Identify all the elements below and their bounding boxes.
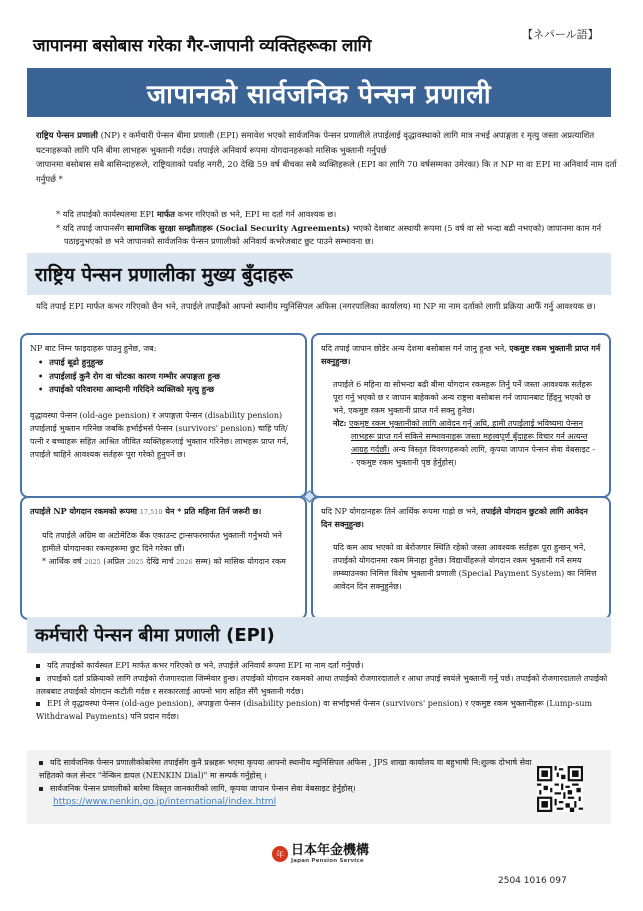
lumpsum-lead-bold: एकमुष्ट रकम भुक्तानी प्राप्त गर्न सक्नुहुन्छ। [321, 343, 601, 366]
intro-p1-text: (NP) र कर्मचारी पेन्सन बीमा प्रणाली (EPI) समावेश भएको सार्वजनिक पेन्सन प्रणालीले तपाईलाई वृद्धावस्थाको लागि मात्र नभई अपाङ्गता र मृत्यु जस्ता अप्रत्याशित घटनाहरूको लागि पनि बीमा लाभहरू भुक्तानी गर्दछ। तपाईले अनिवार्य रूपमा योगदानहरूको मासिक भुक्तानी गर्नुपर्छ [36, 130, 595, 155]
benefits-body: वृद्धावस्था पेन्सन (old-age pension) र अपाङ्गता पेन्सन (disability pension) तपाईलाई भुक्तान गरिनेछ जबकि हर्भाईभर्स पेन्सन (survivors' pension) चाहि पति/पत्नी र बच्चाहरू सहित आश्रित जीवित व्यक्तिहरूलाई भुक्तान गरिनेछ। लाभहरू प्राप्त गर्न, तपाईले चाहिने आवश्यक सर्तहरू पूरा गरेको हुनुपर्ने छ। [30, 410, 289, 459]
contribution-body: यदि तपाईले अग्रिम वा अटोमेटिक बैंक एकाउन्ट ट्रान्सफरमार्फत भुक्तानी गर्नुभयो भने हामीले योगदानका रकमहरूमा छुट दिने गरेका छौं। [42, 531, 282, 553]
contribution-amount: 17,510 [139, 508, 163, 516]
contribution-lead-text: येन * प्रति महिना तिर्न जरूरी छ। [162, 506, 262, 516]
exemption-details [321, 541, 601, 593]
epi-item-text: EPI ले वृद्धावस्था पेन्सन (old-age pension), अपाङ्गता पेन्सन (disability pension) वा सर्भाइभर्स पेन्सन (survivors' pension) र एकमुष्ट रकम भुक्तानीहरू (Lump-sum Withdrawal Payments) पनि प्रदान गर्दछ। [36, 699, 593, 722]
epi-list [36, 660, 616, 724]
contact-text [39, 756, 539, 809]
bullet-icon [36, 664, 40, 668]
benefit-item: • तपाई बूढो हुनुहुन्छ [38, 356, 297, 370]
from-year: 2025 [127, 558, 144, 566]
np-section-header [27, 253, 611, 295]
exemption-body: यदि कम आय भएको वा बेरोजगार स्थिति रहेको जस्ता आवश्यक सर्तहरू पूरा हुन्छन् भने, तपाईको योगदानमा रकम मिनाहा हुनेछ। विद्यार्थीहरूले योगदान रकम भुक्तानी गर्ने समय लम्ब्याउनका निमित्त विशेष भुक्तानी प्रणाली (Special Payment System) का निमित्त आवेदन दिन सक्नुहुनेछ। [333, 543, 597, 591]
lumpsum-lead [321, 342, 601, 368]
language-tag: 【ネパール語】 [522, 28, 599, 41]
epi-item [36, 673, 616, 699]
exemption-box [311, 496, 611, 620]
bullet-icon [36, 677, 40, 681]
note-text: * यदि तपाई जापानसँग [56, 223, 127, 233]
lumpsum-box [311, 333, 611, 498]
exemption-lead-text: यदि NP योगदानहरू तिर्न आर्थिक रूपमा गाह्रो छ भने, [321, 507, 481, 516]
footnote-text: (अप्रिल [100, 557, 128, 566]
bullet-icon [39, 787, 43, 791]
footnote-text: देखि मार्च [143, 557, 177, 566]
intro-np-term: राष्ट्रिय पेन्सन प्रणाली [36, 130, 98, 140]
contribution-lead-text: तपाईले NP योगदान रकमको रूपमा [30, 506, 140, 516]
footnote-text: सम्म) को मासिक योगदान रकम [192, 557, 286, 566]
lumpsum-note [333, 417, 597, 469]
exemption-lead-bold: तपाईले योगदान छुटको लागि आवेदन दिन सक्नुहुन्छ। [321, 506, 588, 529]
note-bold: सामाजिक सुरक्षा सम्झौताहरू (Social Security Agreements) [126, 223, 351, 233]
np-section-heading: राष्ट्रिय पेन्सन प्रणालीका मुख्य बुँदाहरू [35, 264, 293, 286]
intro-paragraph-1 [36, 128, 618, 157]
bullet-icon [39, 761, 43, 765]
epi-section-heading: कर्मचारी पेन्सन बीमा प्रणाली (EPI) [35, 625, 275, 646]
bullet-icon [36, 702, 40, 706]
exemption-lead [321, 505, 601, 531]
note-bold: मार्फत [156, 209, 175, 219]
note-text: भएको देशबाट अस्थायी रूपमा (5 वर्ष वा सो भन्दा बढी नभएको) जापानमा काम गर्न पठाइनुभएको छ भने जापानको सार्वजनिक पेन्सन प्रणालीको अनिवार्य कभरेजबाट छुट पाउने सम्भावना छ। [64, 223, 602, 246]
benefits-box [20, 333, 307, 498]
intro-text [36, 128, 618, 186]
note-text: कभर गरिएको छ भने, EPI मा दर्ता गर्न आवश्यक छ। [174, 209, 337, 219]
document-subtitle: जापानमा बसोबास गरेका गैर-जापानी व्यक्तिहरूका लागि [33, 36, 372, 56]
contact-item-text: सार्वजनिक पेन्सन प्रणालीको बारेमा विस्तृत जानकारीको लागि, कृपया जापान पेन्सन सेवा वेबसाइट हेर्नुहोस्। [50, 784, 356, 793]
contribution-lead [30, 505, 297, 519]
contact-item [39, 756, 539, 782]
footnote-text: * आर्थिक वर्ष [42, 557, 85, 566]
logo-mark-icon: 年 [272, 846, 288, 862]
fiscal-year: 2025 [84, 558, 101, 566]
lumpsum-details [321, 378, 601, 469]
epi-section-header [27, 617, 611, 653]
logo-text [291, 844, 369, 864]
epi-item-text: तपाईको दर्ता प्रक्रियाको लागि तपाईको रोजगारदाता जिम्मेवार हुन्छ। तपाईको योगदान रकमको आधा तपाईको रोजगारदाताले र आधा तपाई स्वयंले भुक्तानी गर्नु पर्छ। तपाईको रोजगारदाताले तपाईको तलबबाट तपाईको योगदान कटौती गर्दछ र सरकारलाई आफ्नो भाग सहित सँगै भुक्तानी गर्दछ। [36, 673, 608, 696]
jps-logo [272, 844, 369, 864]
intro-paragraph-2: जापानमा बसोबास सबै बासिन्दाहरूले, राष्ट्रियताको पर्वाह नगरी, 20 देखि 59 वर्ष बीचका सबै व्यक्तिहरूले (EPI का लागि 70 वर्षसम्मका उमेरका) कि त NP मा वा EPI मा अनिवार्य नाम दर्ता गर्नुपर्छ * [36, 159, 617, 184]
contact-item-text: यदि सार्वजनिक पेन्सन प्रणालीकोबारेमा तपाईसँग कुनै प्रश्नहरू भएमा कृपया आफ्नो स्थानीय म्युनिसिपल अफिस , JPS शाखा कार्यालय वा बहुभाषी नि:शुल्क दोभाषे सेवा सहितको कल सेन्टर "नेन्किन डायल (NENKIN Dial)" मा सम्पर्क गर्नुहोस् । [39, 758, 532, 780]
contact-panel [27, 750, 611, 824]
org-name-jp: 日本年金機構 [291, 843, 370, 858]
notes-list [56, 208, 618, 249]
epi-item [36, 698, 616, 724]
document-title: जापानको सार्वजनिक पेन्सन प्रणाली [146, 79, 492, 110]
contribution-footnote [42, 555, 293, 569]
contribution-box [20, 496, 307, 620]
contact-item [39, 782, 539, 795]
note-item [56, 222, 618, 248]
document-code: 2504 1016 097 [498, 876, 567, 886]
lumpsum-lead-text: यदि तपाई जापान छोडेर अन्य देशमा बसोबास गर्न जानु हुन्छ भने, [321, 344, 510, 353]
note-text: * यदि तपाईको कार्यस्थलमा EPI [56, 209, 157, 219]
qr-code-icon[interactable] [537, 766, 583, 812]
note-item [56, 208, 618, 221]
title-banner [27, 68, 611, 117]
website-link[interactable]: https://www.nenkin.go.jp/international/index.html [53, 797, 277, 807]
benefit-item: • तपाईको परिवारमा आम्दानी गरिदिने व्यक्तिको मृत्यु हुन्छ [38, 383, 297, 397]
org-name-en: Japan Pension Service [291, 858, 364, 864]
benefit-item: • तपाईलाई कुनै रोग वा चोटका कारण गम्भीर अपाङ्गता हुन्छ [38, 370, 297, 384]
note-emphasis: एकमुष्ट रकम भुक्तानीको लागि आवेदन गर्नु अघि, हामी तपाईलाई भविष्यमा पेन्सन लाभहरू प्राप्त गर्न सकिने सम्भावनाहरू जस्ता महत्त्वपूर्ण बुँदाहरू विचार गर्न अत्यन्त आग्रह गर्दछौं। [349, 419, 588, 454]
epi-item [36, 660, 616, 673]
lumpsum-body: तपाईले 6 महिना वा सोभन्दा बढी बीमा योगदान रकमहरू तिर्नु पर्ने जस्ता आवश्यक सर्तहरू पूरा गर्नु भएको छ र जापान बाहेकको अन्य राष्ट्रमा बसोबास गर्न जापानबाट हिँड्नु भएको छ भने, एकमुष्ट रकम भुक्तानी प्राप्त गर्न सक्नु हुनेछ। [333, 380, 592, 415]
np-section-note: यदि तपाई EPI मार्फत कभर गरिएको छैन भने, तपाईले तपाईँको आफ्नो स्थानीय म्युनिसिपल अफिस (नगरपालिका कार्यालय) मा NP मा नाम दर्ताको लागी प्रक्रिया आफैँ गर्नु आवश्यक छ। [36, 301, 596, 311]
benefits-list [30, 356, 297, 397]
note-rest: अन्य विस्तृत विवरणहरूको लागि, कृपया जापान पेन्सन सेवा वेबसाइट -- एकमुष्ट रकम भुक्तानी पृष्ठ हेर्नुहोस्। [351, 445, 596, 467]
note-label: नोट: [333, 418, 347, 428]
epi-item-text: यदि तपाईको कार्यस्थल EPI मार्फत कभर गरिएको छ भने, तपाईले अनिवार्य रूपमा EPI मा नाम दर्ता गर्नुपर्छ। [47, 661, 364, 670]
contribution-details [30, 529, 297, 569]
benefits-lead: NP बाट निम्न फाइदाहरू पाउनु हुनेछ, जब: [30, 344, 157, 353]
to-year: 2026 [176, 558, 193, 566]
